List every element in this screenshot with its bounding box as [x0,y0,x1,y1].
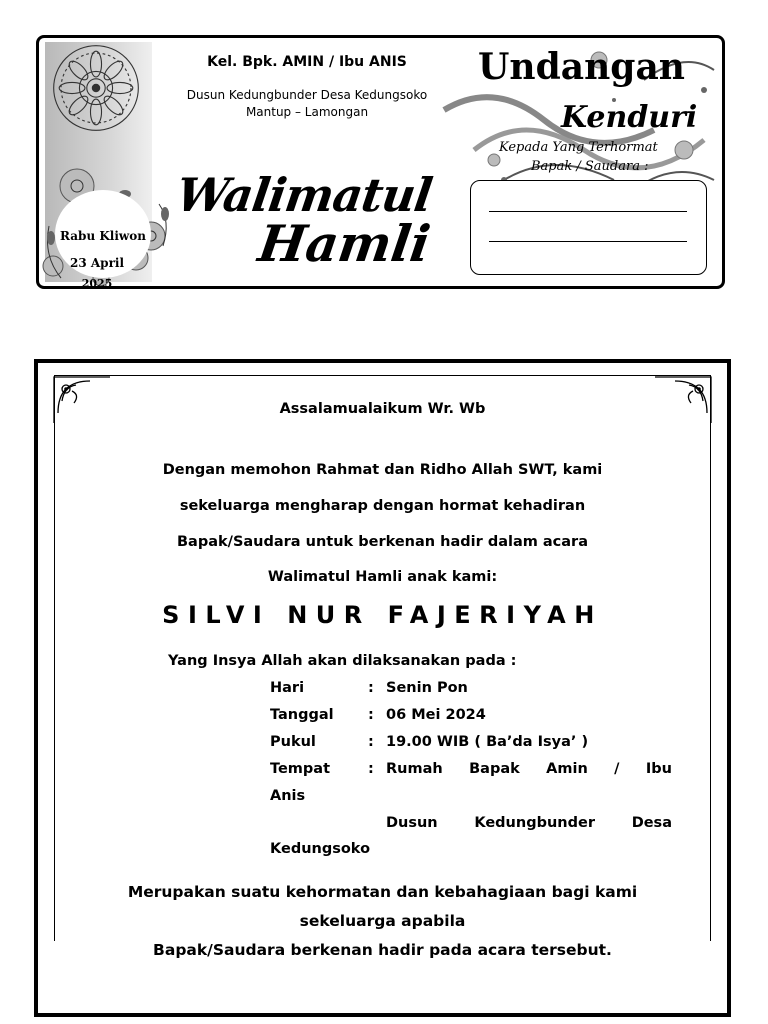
paragraph-line: Bapak/Saudara untuk berkenan hadir dalam acara [177,534,588,550]
date-date: 23 April [69,256,125,270]
sender-address-line1: Dusun Kedungbunder Desa Kedungsoko [186,88,428,102]
corner-ornament-right-icon [653,373,715,425]
detail-colon: : [368,761,374,777]
heading-undangan: Undangan [478,46,685,88]
date-day: Rabu Kliwon [60,229,146,243]
detail-label-place: Tempat [270,761,331,777]
recipient-address-box[interactable] [470,180,707,275]
recipient-label-1: Kepada Yang Terhormat [499,140,658,155]
address-line-2 [489,241,687,242]
detail-value-date: 06 Mei 2024 [386,707,486,723]
detail-colon: : [368,734,374,750]
paragraph-line: Dengan memohon Rahmat dan Ridho Allah SWT, kami [162,462,603,478]
closing-line: Bapak/Saudara berkenan hadir pada acara tersebut. [153,941,612,959]
detail-place-line2-wrap: Kedungsoko [270,841,371,857]
mandala-ornament-icon [45,42,147,134]
recipient-label-2: Bapak / Saudara : [531,159,649,174]
schedule-intro: Yang Insya Allah akan dilaksanakan pada : [168,653,517,669]
address-line-1 [489,211,687,212]
invitation-letter [34,359,731,1017]
sender-address-line2: Mantup – Lamongan [245,105,369,119]
child-name: SILVI NUR FAJERIYAH [162,601,603,629]
title-hamli: Hamli [254,214,434,273]
detail-colon: : [368,680,374,696]
detail-label-time: Pukul [270,734,316,750]
envelope-cover [36,35,725,289]
closing-line: Merupakan suatu kehormatan dan kebahagiaan bagi kami [127,883,638,901]
family-name: Kel. Bpk. AMIN / Ibu ANIS [207,54,407,70]
paragraph-line: Walimatul Hamli anak kami: [267,569,498,585]
closing-line: sekeluarga apabila [299,912,466,930]
date-year: 2025 [81,277,113,289]
detail-colon: : [368,707,374,723]
detail-label-date: Tanggal [270,707,334,723]
greeting: Assalamualaikum Wr. Wb [279,401,486,417]
detail-place-line2: Dusun Kedungbunder Desa [386,815,672,831]
detail-value-place: Rumah Bapak Amin / Ibu [386,761,672,777]
detail-label-day: Hari [270,680,305,696]
corner-ornament-left-icon [50,373,112,425]
subheading-kenduri: Kenduri [561,100,698,135]
detail-place-wrap: Anis [270,788,306,804]
detail-value-day: Senin Pon [386,680,468,696]
title-walimatul: Walimatul [173,168,435,222]
paragraph-line: sekeluarga mengharap dengan hormat kehadiran [179,498,586,514]
detail-value-time: 19.00 WIB ( Ba’da Isya’ ) [386,734,589,750]
